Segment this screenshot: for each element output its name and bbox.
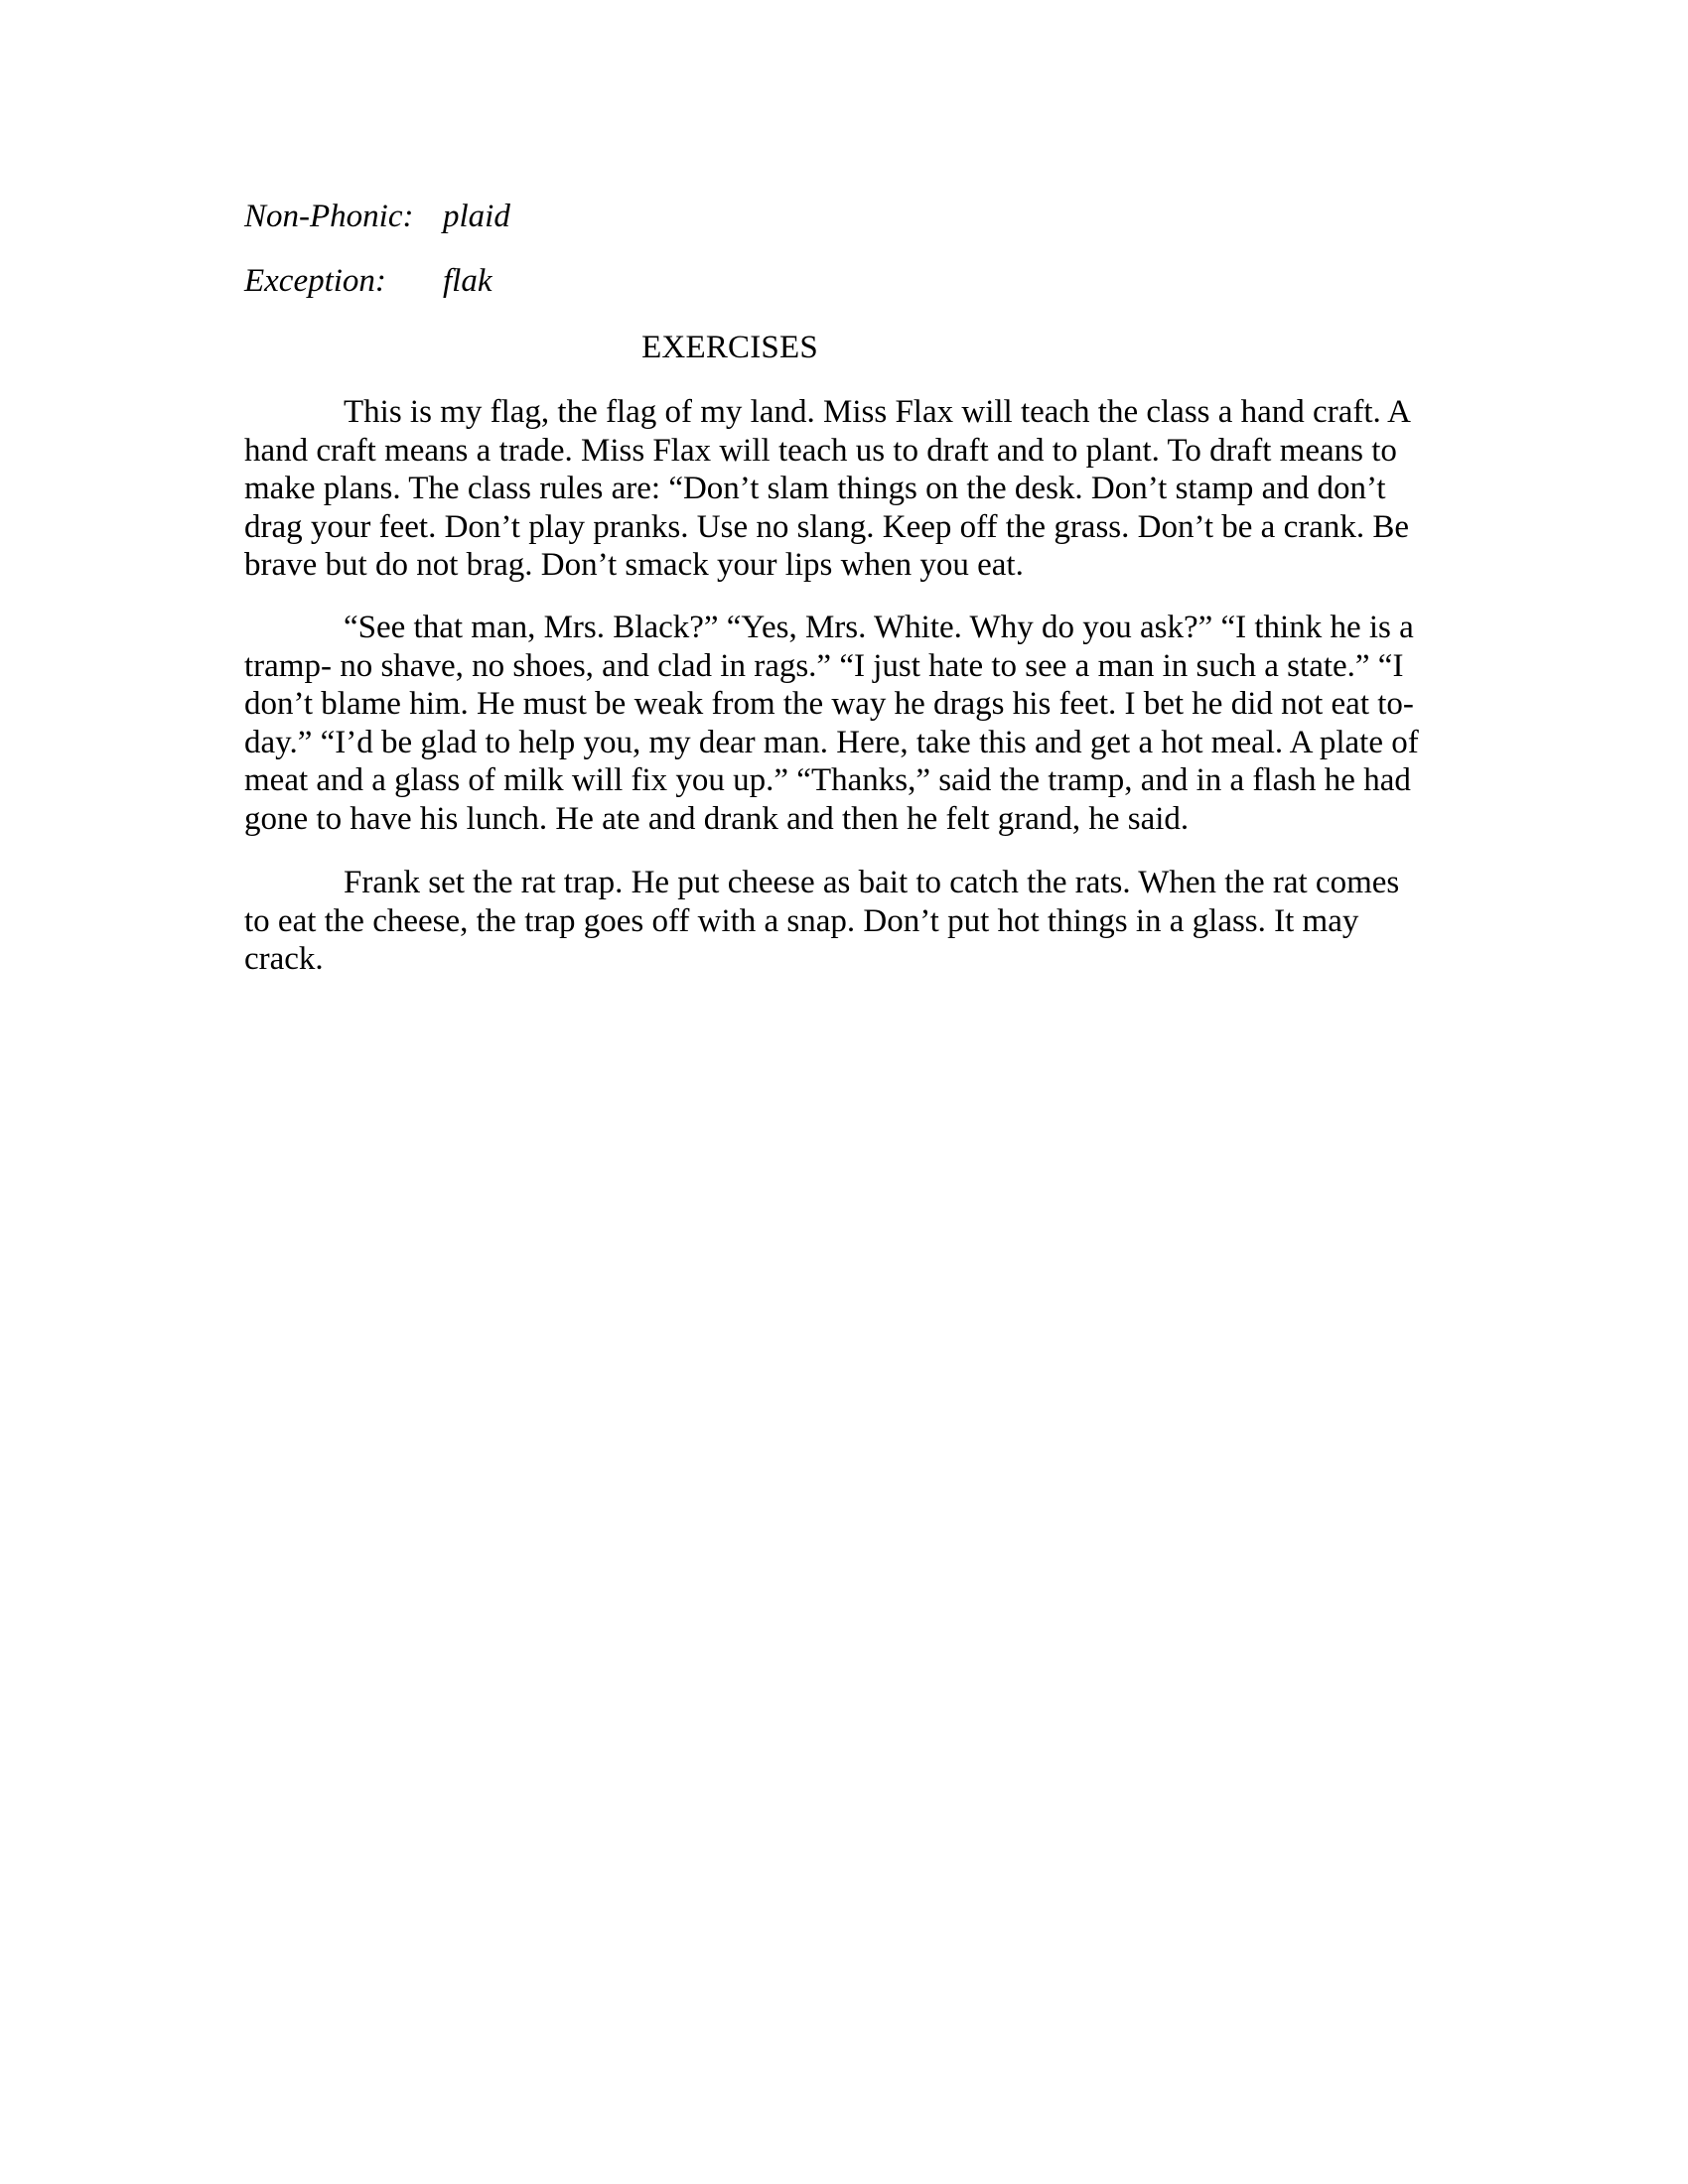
exception-value: flak <box>443 263 492 299</box>
non-phonic-label: Non-Phonic: <box>244 199 414 234</box>
exercise-paragraph-1: This is my flag, the flag of my land. Miss Flax will teach the class a hand craft. A hand craft means a trade. Miss Flax will teach us to draft and to plant. To draft means to make plans. The class rules are: “Don’t slam things on the desk. Don’t stamp and don’t drag your feet. Don’t play pranks. Use no slang. Keep off the grass. Don’t be a crank. Be brave but do not brag. Don’t smack your lips when you eat. <box>244 394 1410 583</box>
non-phonic-row <box>244 197 510 236</box>
exercise-paragraph-3: Frank set the rat trap. He put cheese as bait to catch the rats. When the rat comes to eat the cheese, the trap goes off with a snap. Don’t put hot things in a glass. It may crack. <box>244 865 1400 977</box>
exercises-heading: EXERCISES <box>641 330 818 365</box>
exercise-paragraph-2: “See that man, Mrs. Black?” “Yes, Mrs. White. Why do you ask?” “I think he is a tramp- no shave, no shoes, and clad in rags.” “I just hate to see a man in such a state.” “I don’t blame him. He must be weak from the way he drags his feet. I bet he did not eat to-day.” “I’d be glad to help you, my dear man. Here, take this and get a hot meal. A plate of meat and a glass of milk will fix you up.” “Thanks,” said the tramp, and in a flash he had gone to have his lunch. He ate and drank and then he felt grand, he said. <box>244 610 1419 837</box>
exception-label: Exception: <box>244 263 386 299</box>
exception-row <box>244 261 492 301</box>
non-phonic-value: plaid <box>443 199 510 234</box>
